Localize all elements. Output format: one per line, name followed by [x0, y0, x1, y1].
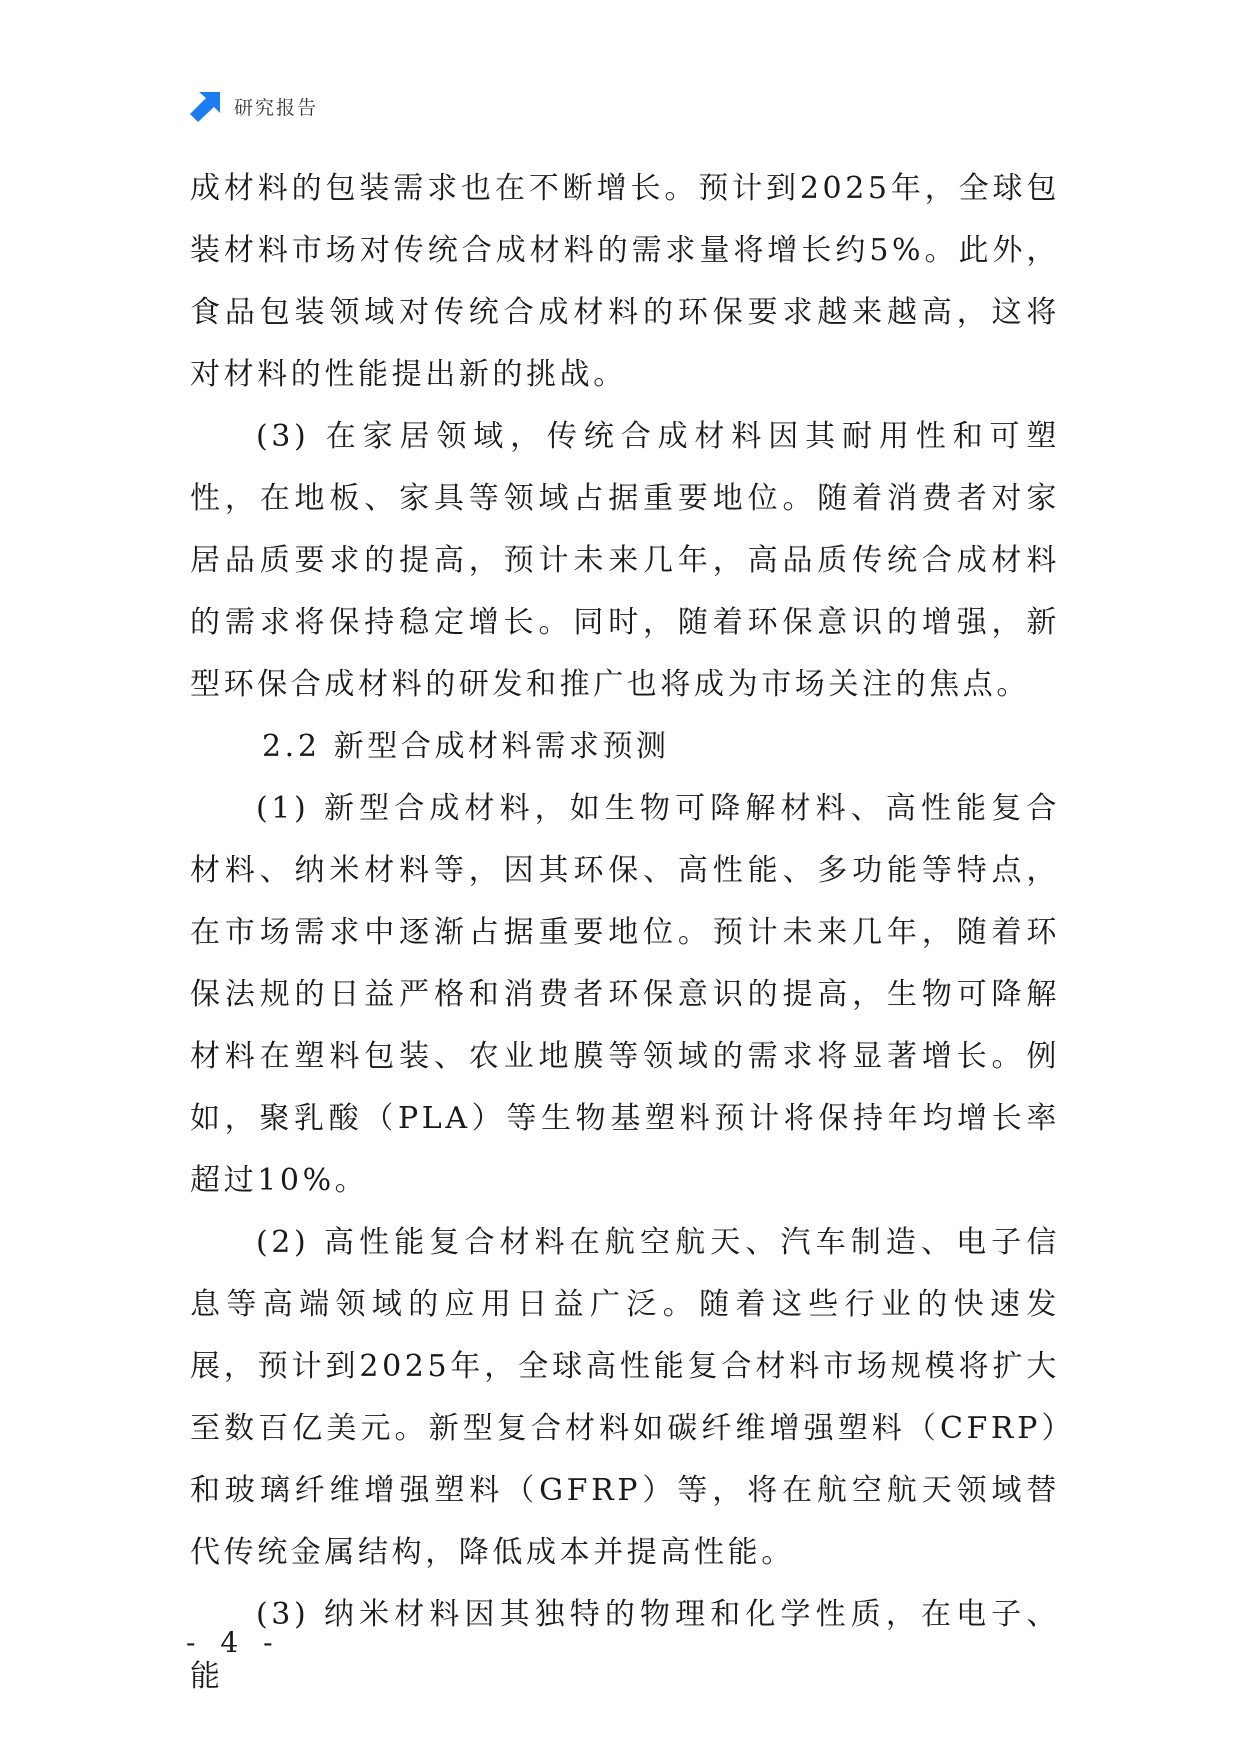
header-title: 研究报告 — [234, 96, 319, 119]
paragraph-home-furnishing: (3) 在家居领域，传统合成材料因其耐用性和可塑性，在地板、家具等领域占据重要地位。随着消费者对家居品质要求的提高，预计未来几年，高品质传统合成材料的需求将保持稳定增长。同时，随着环保意识的增强，新型环保合成材料的研发和推广也将成为市场关注的焦点。 — [190, 419, 1060, 702]
paragraph-new-materials-3: (3) 纳米材料因其独特的物理和化学性质，在电子、能 — [190, 1597, 1060, 1694]
arrow-up-right-icon — [190, 90, 222, 122]
document-body — [190, 158, 1060, 1708]
paragraph-new-materials-2: (2) 高性能复合材料在航空航天、汽车制造、电子信息等高端领域的应用日益广泛。随着这些行业的快速发展，预计到2025年，全球高性能复合材料市场规模将扩大至数百亿美元。新型复合材料如碳纤维增强塑料（CFRP）和玻璃纤维增强塑料（GFRP）等，将在航空航天领域替代传统金属结构，降低成本并提高性能。 — [190, 1225, 1060, 1570]
section-heading-2-2: 2.2 新型合成材料需求预测 — [262, 729, 670, 764]
paragraph-new-materials-1: (1) 新型合成材料，如生物可降解材料、高性能复合材料、纳米材料等，因其环保、高性能、多功能等特点，在市场需求中逐渐占据重要地位。预计未来几年，随着环保法规的日益严格和消费者环保意识的提高，生物可降解材料在塑料包装、农业地膜等领域的需求将显著增长。例如，聚乳酸（PLA）等生物基塑料预计将保持年均增长率超过10%。 — [190, 791, 1060, 1198]
page-number: - 4 - — [186, 1626, 281, 1659]
paragraph-packaging-continued: 成材料的包装需求也在不断增长。预计到2025年，全球包装材料市场对传统合成材料的需求量将增长约5%。此外，食品包装领域对传统合成材料的环保要求越来越高，这将对材料的性能提出新的挑战。 — [190, 171, 1060, 392]
report-header — [190, 88, 318, 124]
